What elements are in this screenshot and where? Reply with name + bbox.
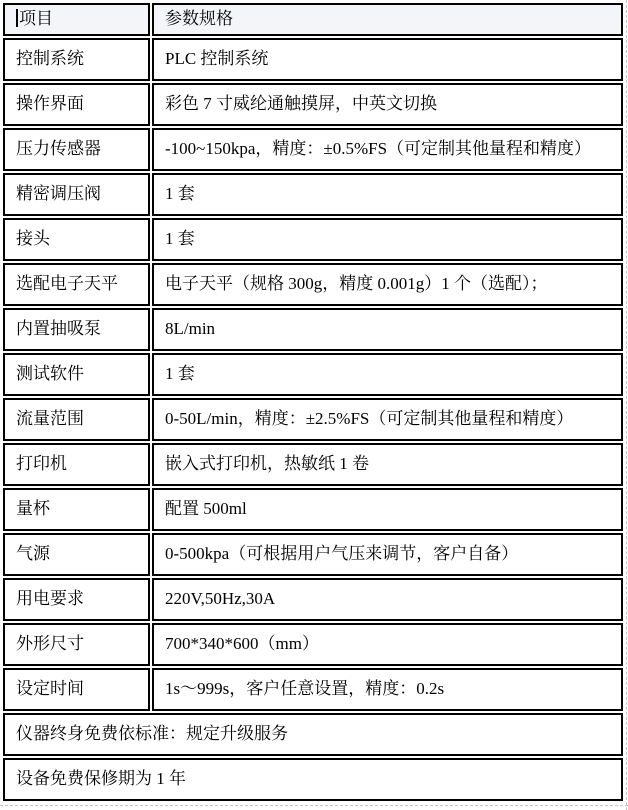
header-item-cell bbox=[3, 3, 150, 36]
row-item-cell: 气源 bbox=[3, 533, 150, 576]
row-item-cell: 接头 bbox=[3, 218, 150, 261]
row-item-cell: 控制系统 bbox=[3, 38, 150, 81]
row-item-cell: 设定时间 bbox=[3, 668, 150, 711]
table-row bbox=[3, 128, 623, 171]
row-item-cell: 流量范围 bbox=[3, 398, 150, 441]
row-item-cell: 用电要求 bbox=[3, 578, 150, 621]
row-spec-cell: 配置 500ml bbox=[152, 488, 623, 531]
table-row bbox=[3, 263, 623, 306]
row-spec-cell: 1 套 bbox=[152, 353, 623, 396]
table-row bbox=[3, 668, 623, 711]
table-row bbox=[3, 353, 623, 396]
table-row bbox=[3, 623, 623, 666]
row-item-cell: 量杯 bbox=[3, 488, 150, 531]
row-spec-cell: 嵌入式打印机，热敏纸 1 卷 bbox=[152, 443, 623, 486]
row-item-cell: 精密调压阀 bbox=[3, 173, 150, 216]
table-row bbox=[3, 398, 623, 441]
row-item-cell: 操作界面 bbox=[3, 83, 150, 126]
header-spec-cell bbox=[152, 3, 623, 36]
table-row bbox=[3, 488, 623, 531]
table-row bbox=[3, 218, 623, 261]
table-header-row bbox=[3, 3, 623, 36]
table-row bbox=[3, 38, 623, 81]
table-row bbox=[3, 578, 623, 621]
table-row bbox=[3, 443, 623, 486]
row-spec-cell: -100~150kpa，精度：±0.5%FS（可定制其他量程和精度） bbox=[152, 128, 623, 171]
table-note-row bbox=[3, 713, 623, 756]
text-boundary-right-line bbox=[626, 0, 627, 810]
table-note-row bbox=[3, 758, 623, 801]
row-item-cell: 打印机 bbox=[3, 443, 150, 486]
spec-table bbox=[1, 1, 625, 803]
note-cell: 仪器终身免费依标准：规定升级服务 bbox=[3, 713, 623, 756]
row-spec-cell: 220V,50Hz,30A bbox=[152, 578, 623, 621]
text-cursor bbox=[16, 9, 18, 27]
text-boundary-bottom-line bbox=[0, 805, 628, 806]
note-cell: 设备免费保修期为 1 年 bbox=[3, 758, 623, 801]
row-spec-cell: 1 套 bbox=[152, 173, 623, 216]
row-spec-cell: 700*340*600（mm） bbox=[152, 623, 623, 666]
row-spec-cell: 0-500kpa（可根据用户气压来调节，客户自备） bbox=[152, 533, 623, 576]
table-row bbox=[3, 173, 623, 216]
table-row bbox=[3, 83, 623, 126]
table-row bbox=[3, 533, 623, 576]
table-row bbox=[3, 308, 623, 351]
row-item-cell: 测试软件 bbox=[3, 353, 150, 396]
row-item-cell: 内置抽吸泵 bbox=[3, 308, 150, 351]
row-spec-cell: 1 套 bbox=[152, 218, 623, 261]
header-item-label: 项目 bbox=[19, 9, 53, 29]
row-item-cell: 外形尺寸 bbox=[3, 623, 150, 666]
row-spec-cell: 彩色 7 寸威纶通触摸屏，中英文切换 bbox=[152, 83, 623, 126]
row-spec-cell: 电子天平（规格 300g，精度 0.001g）1 个（选配）； bbox=[152, 263, 623, 306]
row-spec-cell: 8L/min bbox=[152, 308, 623, 351]
row-item-cell: 压力传感器 bbox=[3, 128, 150, 171]
header-spec-label: 参数规格 bbox=[165, 9, 233, 29]
row-item-cell: 选配电子天平 bbox=[3, 263, 150, 306]
row-spec-cell: 1s～999s，客户任意设置，精度：0.2s bbox=[152, 668, 623, 711]
row-spec-cell: 0-50L/min，精度：±2.5%FS（可定制其他量程和精度） bbox=[152, 398, 623, 441]
row-spec-cell: PLC 控制系统 bbox=[152, 38, 623, 81]
